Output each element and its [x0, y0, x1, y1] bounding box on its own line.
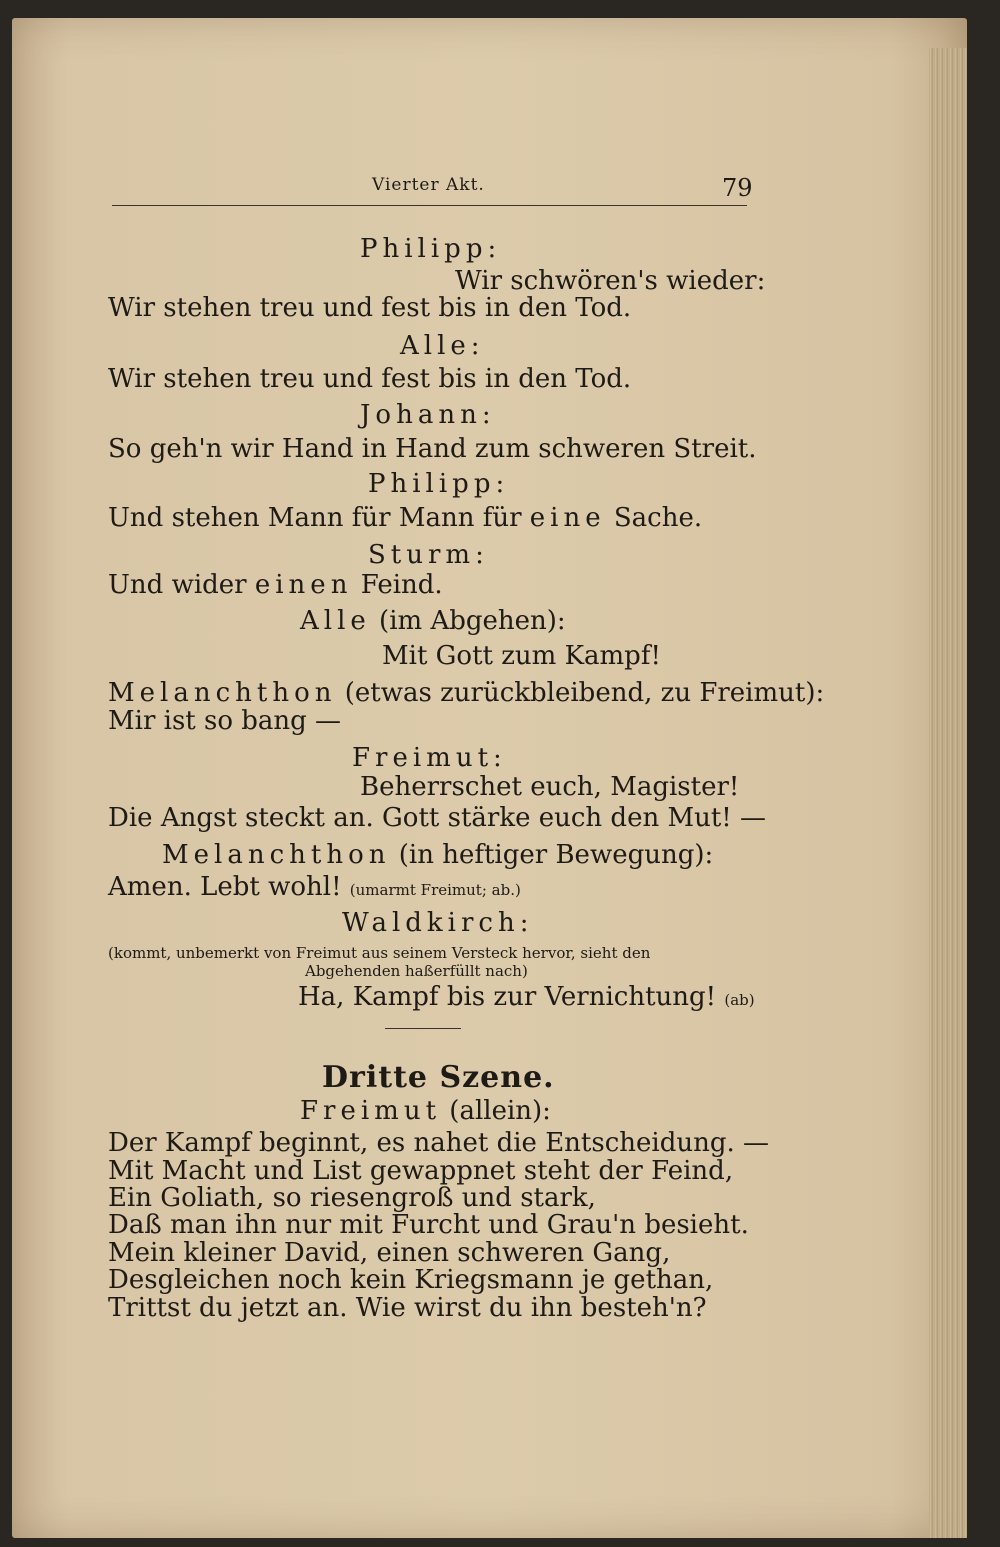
stage-direction: Abgehenden haßerfüllt nach) [305, 962, 528, 980]
speaker-alle: Alle [300, 606, 371, 636]
verse-line: Daß man ihn nur mit Furcht und Grau'n besieht. [108, 1210, 749, 1240]
speaker-line: Melanchthon (in heftiger Bewegung): [162, 840, 714, 870]
verse-line: Trittst du jetzt an. Wie wirst du ihn besteh'n? [108, 1293, 707, 1323]
speaker-line: Alle (im Abgehen): [300, 606, 566, 636]
speaker-line: Melanchthon (etwas zurückbleibend, zu Freimut): [108, 678, 825, 708]
verse-line: Und wider einen Feind. [108, 570, 443, 600]
speaker-melanchthon: Melanchthon [108, 678, 337, 708]
speaker-philipp: Philipp: [368, 469, 510, 499]
stage-direction: (umarmt Freimut; ab.) [349, 881, 521, 899]
running-header: Vierter Akt. [372, 175, 485, 195]
verse-line: Die Angst steckt an. Gott stärke euch den Mut! — [108, 803, 766, 833]
stage-direction: (ab) [724, 991, 755, 1009]
header-rule [112, 205, 747, 206]
verse-line: So geh'n wir Hand in Hand zum schweren Streit. [108, 434, 757, 464]
scene-title: Dritte Szene. [322, 1060, 555, 1095]
verse-line: Amen. Lebt wohl! (umarmt Freimut; ab.) [108, 872, 521, 902]
speaker-freimut: Freimut: [352, 743, 507, 773]
speaker-waldkirch: Waldkirch: [342, 908, 534, 938]
speaker-freimut: Freimut [300, 1096, 442, 1126]
speaker-johann: Johann: [360, 400, 496, 430]
verse-line: Mir ist so bang — [108, 706, 342, 736]
speaker-alle: Alle: [400, 331, 485, 361]
verse-line: Beherrschet euch, Magister! [360, 772, 740, 802]
scene-divider [385, 1028, 461, 1029]
emphasis: einen [254, 570, 353, 600]
emphasis: eine [529, 503, 606, 533]
verse-line: Wir stehen treu und fest bis in den Tod. [108, 364, 632, 394]
verse-line: Desgleichen noch kein Kriegsmann je gethan, [108, 1265, 714, 1295]
page-number: 79 [722, 174, 753, 202]
speaker-philipp: Philipp: [360, 234, 502, 264]
speaker-melanchthon: Melanchthon [162, 840, 391, 870]
verse-line: Ha, Kampf bis zur Vernichtung! (ab) [298, 982, 755, 1012]
page-edges [929, 48, 967, 1538]
verse-line: Mit Macht und List gewappnet steht der Feind, [108, 1156, 734, 1186]
stage-direction: (kommt, unbemerkt von Freimut aus seinem Versteck hervor, sieht den [108, 944, 651, 962]
verse-line: Mit Gott zum Kampf! [382, 641, 661, 671]
verse-line: Wir stehen treu und fest bis in den Tod. [108, 293, 632, 323]
verse-line: Der Kampf beginnt, es nahet die Entscheidung. — [108, 1128, 770, 1158]
verse-line: Wir schwören's wieder: [455, 266, 766, 296]
verse-line: Und stehen Mann für Mann für eine Sache. [108, 503, 703, 533]
verse-line: Ein Goliath, so riesengroß und stark, [108, 1183, 596, 1213]
speaker-sturm: Sturm: [368, 540, 489, 570]
verse-line: Mein kleiner David, einen schweren Gang, [108, 1238, 671, 1268]
speaker-line: Freimut (allein): [300, 1096, 551, 1126]
